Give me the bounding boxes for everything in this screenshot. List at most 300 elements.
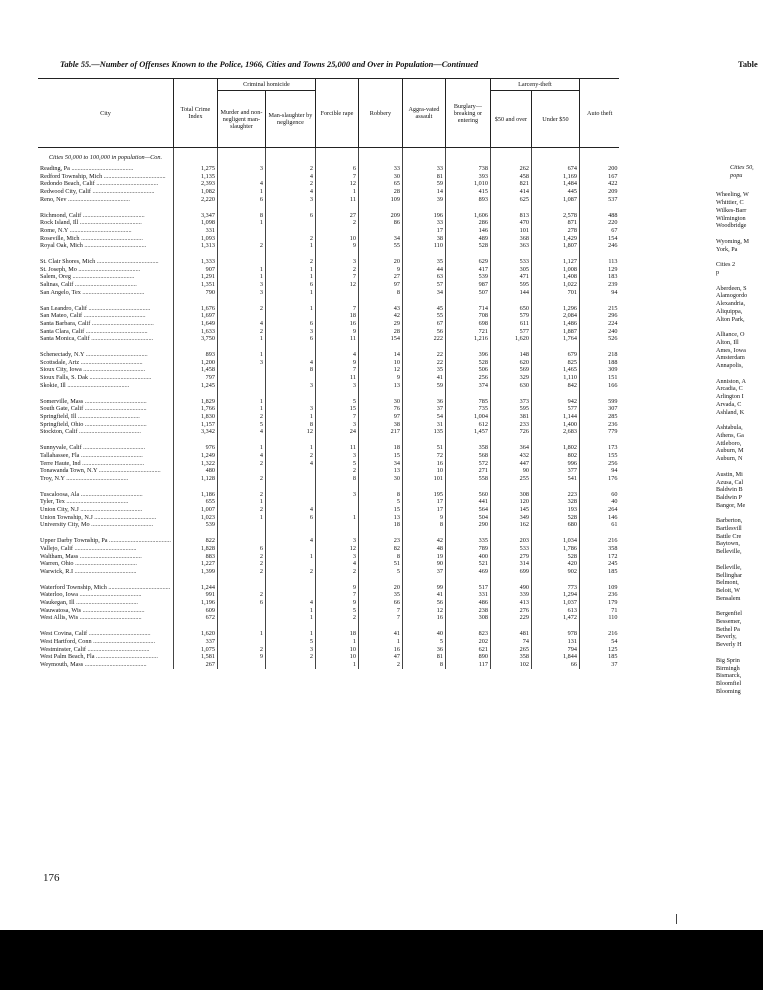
value-cell: 1,807 [531,242,579,250]
value-cell [315,521,358,529]
value-cell: 224 [579,320,619,328]
table-row [38,413,619,421]
value-cell: 109 [358,196,402,204]
adjacent-city-entry: Alton, Ill [716,338,739,346]
value-cell: 1,196 [173,599,217,607]
value-cell: 504 [445,514,490,522]
value-cell: 825 [531,359,579,367]
value-cell: 458 [490,173,531,181]
value-cell: 3 [217,359,265,367]
value-cell: 1 [217,273,265,281]
value-cell: 1,296 [531,305,579,313]
value-cell [265,398,315,406]
value-cell: 202 [445,638,490,646]
value-cell: 10 [402,467,445,475]
value-cell [265,591,315,599]
value-cell: 20 [358,258,402,266]
value-cell: 238 [445,607,490,615]
value-cell: 822 [173,537,217,545]
value-cell [315,227,358,235]
table-row [38,235,619,243]
value-cell: 162 [490,521,531,529]
value-cell: 33 [402,165,445,173]
value-cell: 1,037 [531,599,579,607]
value-cell: 233 [490,421,531,429]
value-cell: 1,408 [531,273,579,281]
value-cell [315,498,358,506]
value-cell: 285 [579,413,619,421]
value-cell: 31 [402,421,445,429]
value-cell: 13 [358,514,402,522]
value-cell: 3 [265,328,315,336]
value-cell: 5 [315,460,358,468]
value-cell: 246 [579,242,619,250]
value-cell: 41 [358,630,402,638]
adjacent-city-entry: Auburn, N [716,455,743,463]
group-spacer [38,390,619,398]
adjacent-city-entry: Annapolis, [716,362,743,370]
city-cell: Schenectady, N.Y ........................................ [40,351,148,359]
value-cell: 1,244 [173,584,217,592]
value-cell: 738 [445,165,490,173]
table-row [38,646,619,654]
value-cell: 1 [217,405,265,413]
value-cell: 528 [531,514,579,522]
value-cell: 34 [402,289,445,297]
value-cell [265,491,315,499]
value-cell: 71 [579,607,619,615]
value-cell: 1,093 [173,235,217,243]
value-cell: 5 [358,498,402,506]
value-cell: 335 [445,537,490,545]
value-cell: 1,291 [173,273,217,281]
value-cell: 14 [358,351,402,359]
value-cell: 3 [217,281,265,289]
value-cell: 6 [265,514,315,522]
city-cell: Westminster, Calif ........................................ [40,645,150,653]
value-cell: 3 [265,196,315,204]
value-cell: 276 [490,607,531,615]
adjacent-city-entry: Birmingh [716,664,740,672]
value-cell: 1,633 [173,328,217,336]
value-cell: 1,227 [173,560,217,568]
value-cell: 699 [490,568,531,576]
value-cell: 1 [217,630,265,638]
table-row [38,428,619,436]
value-cell: 33 [402,219,445,227]
value-cell: 1,010 [445,180,490,188]
header-burglary: Burglary—breaking or entering [445,79,490,148]
adjacent-city-entry: Bessemer, [716,618,742,626]
city-cell: West Palm Beach, Fla ........................................ [40,653,158,661]
adjacent-city-entry: Baldwin B [716,486,743,494]
value-cell: 533 [490,545,531,553]
value-cell: 2 [217,460,265,468]
city-cell: Tyler, Tex ........................................ [40,498,129,506]
table-row [38,591,619,599]
value-cell: 37 [579,661,619,669]
value-cell: 155 [579,452,619,460]
value-cell: 2 [217,305,265,313]
city-cell: Warren, Ohio ........................................ [40,560,137,568]
value-cell: 307 [579,405,619,413]
value-cell [358,227,402,235]
value-cell: 1 [315,188,358,196]
value-cell: 331 [173,227,217,235]
value-cell: 2 [217,591,265,599]
group-spacer [38,250,619,258]
adjacent-city-entry [716,370,763,378]
value-cell: 893 [445,196,490,204]
value-cell: 821 [490,180,531,188]
table-row [38,266,619,274]
value-cell: 1,458 [173,366,217,374]
adjacent-city-entry: Alamogordo [716,292,748,300]
value-cell: 176 [579,475,619,483]
value-cell: 38 [402,235,445,243]
value-cell: 1 [217,219,265,227]
adjacent-city-entry: Beloit, W [716,586,740,594]
value-cell: 506 [445,366,490,374]
value-cell: 1,294 [531,591,579,599]
value-cell: 1,472 [531,614,579,622]
value-cell: 2 [265,235,315,243]
adjacent-city-entry [716,323,763,331]
value-cell: 102 [490,661,531,669]
value-cell: 976 [173,444,217,452]
value-cell: 59 [402,382,445,390]
header-rape: Forcible rape [315,79,358,148]
value-cell: 381 [490,413,531,421]
value-cell: 6 [265,212,315,220]
value-cell: 11 [315,374,358,382]
value-cell: 30 [358,398,402,406]
value-cell: 996 [531,460,579,468]
header-larceny: Larceny-theft [490,79,579,91]
value-cell [265,351,315,359]
value-cell: 39 [402,196,445,204]
value-cell: 236 [579,421,619,429]
value-cell: 16 [402,614,445,622]
value-cell: 109 [579,584,619,592]
value-cell: 7 [315,591,358,599]
value-cell: 1 [265,305,315,313]
value-cell: 1,008 [531,266,579,274]
value-cell: 3 [315,258,358,266]
value-cell: 1 [217,444,265,452]
value-cell: 6 [265,281,315,289]
value-cell [265,521,315,529]
value-cell: 305 [490,266,531,274]
value-cell: 61 [579,521,619,529]
value-cell: 7 [315,273,358,281]
value-cell: 6 [217,196,265,204]
adjacent-city-entry: Baytown, [716,540,740,548]
value-cell: 1,169 [531,173,579,181]
value-cell: 220 [579,219,619,227]
value-cell: 1,034 [531,537,579,545]
value-cell: 8 [358,289,402,297]
value-cell: 37 [402,568,445,576]
value-cell: 8 [402,521,445,529]
value-cell: 23 [358,537,402,545]
value-cell: 1,007 [173,506,217,514]
value-cell: 185 [579,653,619,661]
value-cell: 1 [358,638,402,646]
value-cell: 2 [315,568,358,576]
offenses-table [38,78,619,669]
table-row [38,382,619,390]
value-cell [265,374,315,382]
value-cell: 90 [402,560,445,568]
table-row [38,452,619,460]
value-cell: 537 [579,196,619,204]
value-cell: 5 [358,568,402,576]
value-cell: 117 [445,661,490,669]
value-cell: 12 [402,607,445,615]
value-cell: 779 [579,428,619,436]
value-cell: 363 [490,242,531,250]
value-cell: 203 [490,537,531,545]
value-cell: 3 [315,421,358,429]
adjacent-city-entry [716,416,763,424]
value-cell: 1,457 [445,428,490,436]
value-cell: 1,082 [173,188,217,196]
value-cell: 110 [402,242,445,250]
value-cell: 613 [531,607,579,615]
value-cell: 1,110 [531,374,579,382]
value-cell: 1 [265,607,315,615]
value-cell: 802 [531,452,579,460]
value-cell: 1,581 [173,653,217,661]
value-cell: 8 [315,475,358,483]
adjacent-city-entry: Attleboro, [716,439,742,447]
value-cell: 2,578 [531,212,579,220]
value-cell: 12 [315,180,358,188]
next-page-title-fragment: Table [738,60,758,69]
table-row [38,661,619,669]
value-cell: 6 [315,165,358,173]
value-cell: 215 [579,305,619,313]
value-cell: 1,828 [173,545,217,553]
value-cell: 148 [490,351,531,359]
value-cell: 1,087 [531,196,579,204]
value-cell: 629 [445,258,490,266]
value-cell: 364 [490,444,531,452]
value-cell: 286 [445,219,490,227]
value-cell: 902 [531,568,579,576]
value-cell: 708 [445,312,490,320]
value-cell: 12 [315,281,358,289]
value-cell: 11 [315,335,358,343]
value-cell: 630 [490,382,531,390]
value-cell: 942 [531,398,579,406]
value-cell: 35 [402,258,445,266]
value-cell [217,661,265,669]
value-cell: 1 [265,266,315,274]
adjacent-city-entry [716,463,763,471]
value-cell: 188 [579,359,619,367]
table-row [38,607,619,615]
table-row [38,553,619,561]
table-row [38,320,619,328]
value-cell: 271 [445,467,490,475]
value-cell: 328 [531,498,579,506]
value-cell: 823 [445,630,490,638]
value-cell: 36 [402,646,445,654]
city-cell: San Mateo, Calif ........................................ [40,312,146,320]
city-cell: Rock Island, Ill ........................................ [40,219,142,227]
value-cell: 42 [402,537,445,545]
city-cell: Reno, Nev ........................................ [40,195,130,203]
value-cell: 196 [402,212,445,220]
value-cell: 94 [579,289,619,297]
city-cell: Skokie, Ill ........................................ [40,381,130,389]
value-cell: 101 [402,475,445,483]
value-cell: 154 [579,235,619,243]
value-cell: 8 [265,366,315,374]
city-cell: Tuscaloosa, Ala ........................................ [40,490,143,498]
header-murder: Murder and non-negligent man-slaughter [217,91,265,148]
value-cell: 432 [490,452,531,460]
value-cell: 7 [315,305,358,313]
value-cell: 417 [445,266,490,274]
group-spacer [38,204,619,212]
value-cell: 1,004 [445,413,490,421]
value-cell: 1,075 [173,646,217,654]
adjacent-city-entry: Bartlesvill [716,525,742,533]
value-cell: 1 [265,273,315,281]
adjacent-city-entry: Arlington I [716,393,744,401]
value-cell: 65 [358,180,402,188]
value-cell: 414 [490,188,531,196]
table-body [38,148,619,669]
value-cell: 420 [531,560,579,568]
value-cell: 794 [531,646,579,654]
city-cell: Waltham, Mass ........................................ [40,552,142,560]
value-cell: 625 [490,196,531,204]
table-row [38,281,619,289]
value-cell: 110 [579,614,619,622]
value-cell: 1,400 [531,421,579,429]
value-cell: 229 [490,614,531,622]
value-cell: 15 [315,405,358,413]
value-cell: 217 [358,428,402,436]
value-cell: 16 [315,320,358,328]
value-cell: 1,429 [531,235,579,243]
value-cell: 5 [217,421,265,429]
value-cell: 173 [579,444,619,452]
value-cell: 120 [490,498,531,506]
value-cell: 4 [217,452,265,460]
value-cell: 2 [265,180,315,188]
value-cell: 3 [315,491,358,499]
value-cell: 72 [402,452,445,460]
value-cell: 18 [358,521,402,529]
table-row [38,188,619,196]
value-cell [217,366,265,374]
page-number: 176 [43,872,60,884]
adjacent-city-entry [716,277,763,285]
value-cell: 30 [358,475,402,483]
adjacent-city-entry [716,509,763,517]
group-spacer [38,576,619,584]
value-cell: 8 [265,421,315,429]
value-cell: 735 [445,405,490,413]
value-cell: 48 [402,545,445,553]
value-cell [265,219,315,227]
city-cell: Santa Monica, Calif ........................................ [40,335,154,343]
value-cell: 236 [579,591,619,599]
value-cell: 1 [265,413,315,421]
value-cell: 2 [265,165,315,173]
city-cell: Salinas, Calif ........................................ [40,281,137,289]
value-cell: 1 [217,266,265,274]
city-cell: San Leandro, Calif ........................................ [40,304,151,312]
adjacent-city-entry: Ames, Iowa [716,346,746,354]
value-cell: 38 [358,421,402,429]
value-cell: 349 [490,514,531,522]
value-cell: 3 [315,537,358,545]
city-cell: Santa Barbara, Calif ........................................ [40,319,154,327]
value-cell: 680 [531,521,579,529]
adjacent-city-entry: York, Pa [716,245,738,253]
city-cell: Royal Oak, Mich ........................................ [40,242,147,250]
value-cell: 621 [445,646,490,654]
value-cell: 66 [358,599,402,607]
value-cell: 2,220 [173,196,217,204]
value-cell: 528 [531,553,579,561]
table-row [38,351,619,359]
scan-border [0,930,763,990]
value-cell [265,661,315,669]
value-cell: 1 [217,188,265,196]
table-row [38,584,619,592]
city-cell: Reading, Pa ........................................ [40,165,134,172]
value-cell: 60 [579,491,619,499]
value-cell: 3 [315,382,358,390]
value-cell: 7 [315,366,358,374]
value-cell: 1 [217,514,265,522]
table-row [38,460,619,468]
value-cell: 16 [402,460,445,468]
value-cell: 12 [358,366,402,374]
value-cell: 890 [445,653,490,661]
value-cell [265,498,315,506]
value-cell: 35 [358,591,402,599]
value-cell: 773 [531,584,579,592]
adjacent-city-entry: Bloomfiel [716,679,742,687]
value-cell: 1,157 [173,421,217,429]
value-cell: 337 [173,638,217,646]
value-cell: 2 [217,491,265,499]
value-cell: 125 [579,646,619,654]
value-cell: 2 [265,452,315,460]
table-row [38,312,619,320]
city-cell: Wauwatosa, Wis ........................................ [40,606,145,614]
value-cell: 13 [358,382,402,390]
table-row [38,537,619,545]
value-cell: 34 [358,235,402,243]
value-cell: 4 [315,351,358,359]
value-cell: 56 [402,328,445,336]
adjacent-city-entry: Alexandria, [716,300,746,308]
value-cell: 1,128 [173,475,217,483]
value-cell: 893 [173,351,217,359]
value-cell: 18 [315,312,358,320]
value-cell: 1,245 [173,382,217,390]
city-cell: San Angelo, Tex ........................................ [40,288,145,296]
